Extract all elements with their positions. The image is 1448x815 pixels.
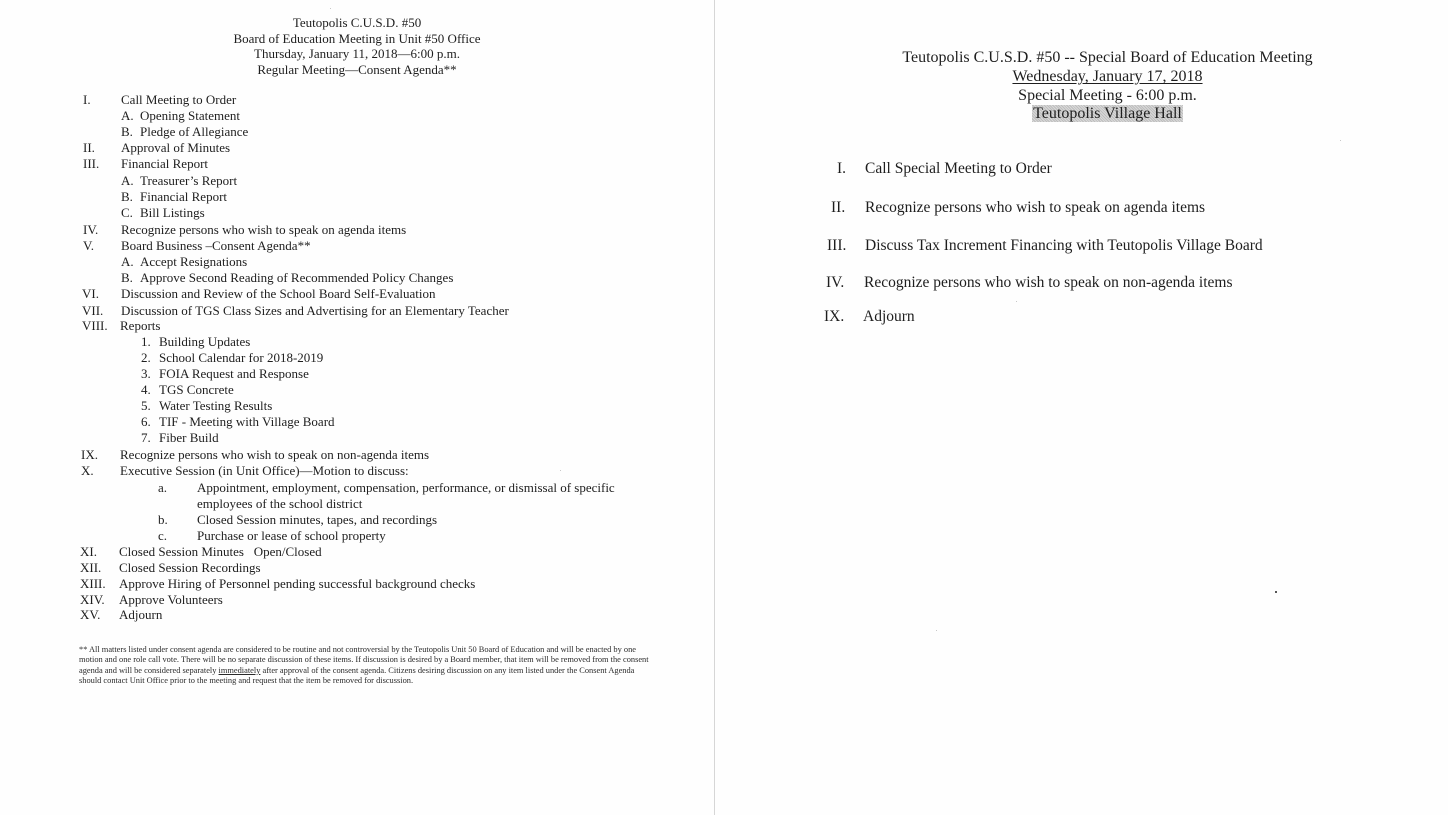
scan-speck	[1016, 301, 1017, 302]
left-agenda-page	[0, 0, 714, 815]
right-header-time: Special Meeting - 6:00 p.m.	[1018, 87, 1197, 104]
item-text: Closed Session Recordings	[119, 560, 261, 575]
item-number: C.	[121, 205, 133, 220]
scan-speck	[1340, 140, 1341, 141]
item-text: Approve Volunteers	[119, 592, 223, 607]
item-number: IV.	[826, 274, 845, 291]
item-number: B.	[121, 189, 133, 204]
item-text: Closed Session Minutes Open/Closed	[119, 544, 322, 559]
footnote-text: ** All matters listed under consent agenda are considered to be routine and not controversial by the Teutopolis Unit 50 Board of Education and will be enacted by one motion and one role call vote. There will be no separate discussion of these items. If discussion is desired by a Board member, that item will be removed from the consent agenda and will be considered separately	[79, 645, 649, 675]
left-header-district: Teutopolis C.U.S.D. #50	[292, 15, 422, 30]
left-header-type: Regular Meeting—Consent Agenda**	[257, 62, 457, 77]
right-header-date: Wednesday, January 17, 2018	[1012, 68, 1203, 85]
item-number: XIV.	[80, 592, 105, 607]
item-text: Bill Listings	[140, 205, 205, 220]
scan-speck	[560, 470, 561, 471]
item-number: XII.	[80, 560, 102, 575]
item-text: School Calendar for 2018-2019	[159, 350, 324, 365]
item-text: Fiber Build	[159, 430, 219, 445]
item-number: XIII.	[80, 576, 106, 591]
consent-agenda-footnote	[79, 645, 649, 686]
footnote-text: after approval of the consent agenda. Citizens desiring discussion on any item listed under the Consent Agenda should contact Unit Office prior to the meeting and request that the item be removed for discussion.	[79, 665, 635, 685]
item-text: Pledge of Allegiance	[140, 124, 249, 139]
item-text: Closed Session minutes, tapes, and recordings	[197, 512, 438, 527]
item-number: I.	[83, 92, 91, 107]
item-text: Call Special Meeting to Order	[865, 160, 1052, 177]
item-text: FOIA Request and Response	[159, 366, 309, 381]
item-number: V.	[83, 238, 94, 253]
item-text: Building Updates	[159, 334, 251, 349]
item-number: 6.	[141, 414, 151, 429]
scan-speck	[330, 8, 331, 9]
right-header-location	[715, 105, 1448, 123]
item-number: A.	[121, 108, 134, 123]
item-text: Recognize persons who wish to speak on non-agenda items	[120, 447, 430, 462]
item-number: III.	[83, 156, 100, 171]
item-number: III.	[827, 237, 847, 254]
item-number: 3.	[141, 366, 151, 381]
item-number: A.	[121, 173, 134, 188]
item-text: Recognize persons who wish to speak on agenda items	[865, 199, 1206, 216]
item-number: IX.	[81, 447, 98, 462]
left-header-date: Thursday, January 11, 2018—6:00 p.m.	[254, 46, 460, 61]
item-text: Discussion of TGS Class Sizes and Advertising for an Elementary Teacher	[121, 303, 509, 318]
item-number: 2.	[141, 350, 151, 365]
item-text: Opening Statement	[140, 108, 241, 123]
item-number: II.	[831, 199, 846, 216]
item-number: A.	[121, 254, 134, 269]
item-number: II.	[83, 140, 95, 155]
item-text: Adjourn	[863, 308, 915, 325]
item-text: TIF - Meeting with Village Board	[159, 414, 335, 429]
item-text: Approval of Minutes	[121, 140, 231, 155]
item-number: 5.	[141, 398, 151, 413]
item-text: employees of the school district	[197, 496, 363, 511]
item-text: Board Business –Consent Agenda**	[121, 238, 311, 253]
item-text: Adjourn	[119, 607, 163, 622]
item-text: Treasurer’s Report	[140, 173, 238, 188]
item-text: Recognize persons who wish to speak on non-agenda items	[864, 274, 1233, 291]
item-text: Discuss Tax Increment Financing with Teutopolis Village Board	[865, 237, 1263, 254]
scan-speck	[1275, 591, 1277, 593]
item-text: Discussion and Review of the School Board Self-Evaluation	[121, 286, 436, 301]
item-number: X.	[81, 463, 94, 478]
left-header-meeting: Board of Education Meeting in Unit #50 Office	[233, 31, 481, 46]
item-text: Approve Hiring of Personnel pending successful background checks	[119, 576, 476, 591]
item-text: Appointment, employment, compensation, performance, or dismissal of specific	[197, 480, 615, 495]
location-highlight: Teutopolis Village Hall	[1033, 105, 1182, 122]
footnote-emphasis: immediately	[218, 665, 261, 675]
item-text: Financial Report	[140, 189, 228, 204]
item-text: Call Meeting to Order	[121, 92, 237, 107]
item-number: VIII.	[82, 318, 108, 333]
item-number: B.	[121, 124, 133, 139]
item-text: Water Testing Results	[159, 398, 273, 413]
item-text: Financial Report	[121, 156, 209, 171]
item-text: Accept Resignations	[140, 254, 248, 269]
item-number: XV.	[80, 607, 101, 622]
right-header-title: Teutopolis C.U.S.D. #50 -- Special Board of Education Meeting	[902, 49, 1313, 66]
scan-speck	[936, 630, 937, 631]
item-number: 7.	[141, 430, 151, 445]
item-number: VII.	[82, 303, 104, 318]
item-number: IV.	[83, 222, 99, 237]
item-number: 1.	[141, 334, 151, 349]
item-number: VI.	[82, 286, 99, 301]
item-number: b.	[158, 512, 168, 527]
item-number: 4.	[141, 382, 151, 397]
item-number: I.	[837, 160, 847, 177]
item-number: a.	[158, 480, 168, 495]
item-number: IX.	[824, 308, 845, 325]
item-text: TGS Concrete	[159, 382, 234, 397]
item-text: Reports	[120, 318, 161, 333]
item-number: XI.	[80, 544, 97, 559]
item-text: Executive Session (in Unit Office)—Motion to discuss:	[120, 463, 409, 478]
item-text: Purchase or lease of school property	[197, 528, 386, 543]
item-text: Recognize persons who wish to speak on agenda items	[121, 222, 407, 237]
item-number: c.	[158, 528, 168, 543]
item-text: Approve Second Reading of Recommended Policy Changes	[140, 270, 454, 285]
item-number: B.	[121, 270, 133, 285]
